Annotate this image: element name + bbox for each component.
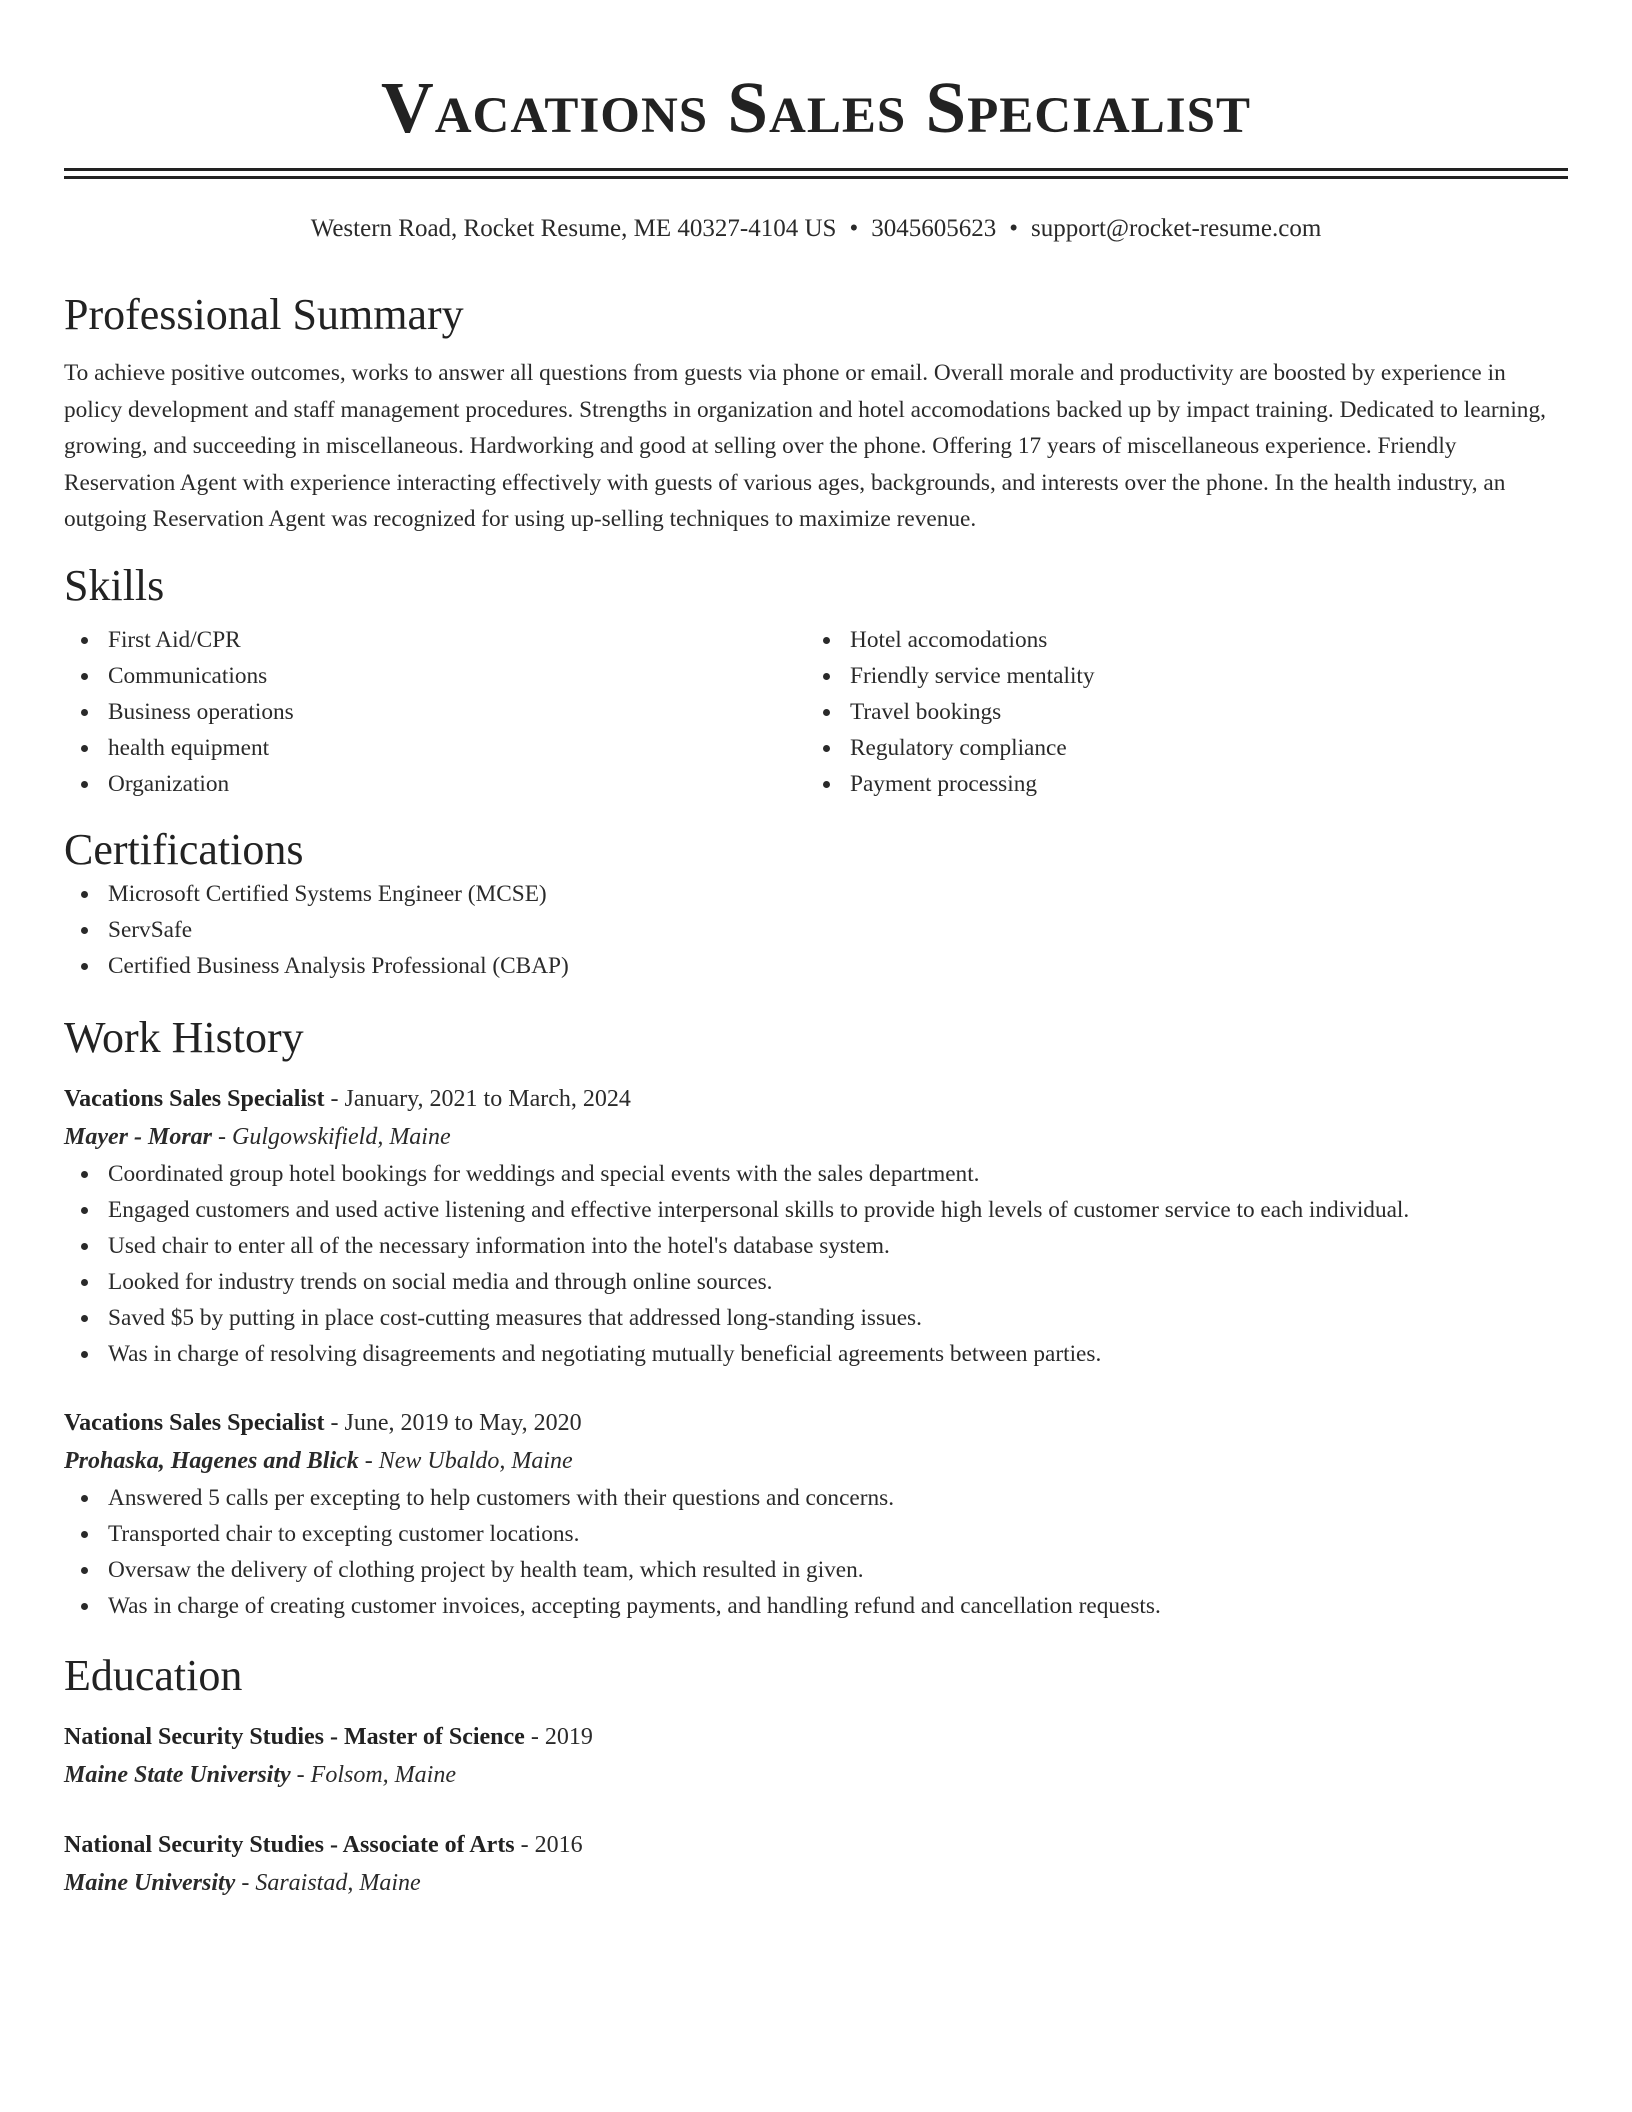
job-employer <box>64 1442 1568 1480</box>
contact-separator: • <box>1009 215 1018 242</box>
resume-title: Vacations Sales Specialist <box>381 67 1251 148</box>
education-header <box>64 1826 1568 1864</box>
contact-phone: 3045605623 <box>871 215 997 242</box>
education-year: - 2019 <box>524 1723 593 1750</box>
job-employer <box>64 1118 1568 1156</box>
education-degree: National Security Studies - Associate of Arts <box>64 1831 515 1858</box>
job-duty-item: Engaged customers and used active listening and effective interpersonal skills to provide high levels of customer service to each individual. <box>64 1192 1568 1228</box>
job-duty-item: Used chair to enter all of the necessary information into the hotel's database system. <box>64 1228 1568 1264</box>
certification-item: Certified Business Analysis Professional (CBAP) <box>64 948 1568 984</box>
job-location: - New Ubaldo, Maine <box>358 1447 573 1474</box>
skill-item: Business operations <box>64 694 806 730</box>
contact-address: Western Road, Rocket Resume, ME 40327-4104 US <box>310 215 837 242</box>
skill-item: Organization <box>64 766 806 802</box>
summary-heading: Professional Summary <box>64 290 464 339</box>
skill-item: Friendly service mentality <box>806 658 1548 694</box>
job-title: Vacations Sales Specialist <box>64 1085 325 1112</box>
job-duty-item: Answered 5 calls per excepting to help customers with their questions and concerns. <box>64 1480 1568 1516</box>
skills-column-left <box>64 622 806 802</box>
skills-grid <box>64 622 1568 802</box>
job-header <box>64 1404 1568 1442</box>
job-duty-item: Transported chair to excepting customer locations. <box>64 1516 1568 1552</box>
skill-item: Hotel accomodations <box>806 622 1548 658</box>
education-school: Maine State University <box>64 1761 291 1788</box>
education-year: - 2016 <box>514 1831 583 1858</box>
skill-item: Payment processing <box>806 766 1548 802</box>
education-school: Maine University <box>64 1869 236 1896</box>
education-school-line <box>64 1756 1568 1794</box>
job-location: - Gulgowskifield, Maine <box>212 1123 451 1150</box>
skills-heading: Skills <box>64 560 165 610</box>
job-company: Mayer - Morar <box>64 1123 212 1150</box>
education-location: - Saraistad, Maine <box>235 1869 421 1896</box>
job-dates: - January, 2021 to March, 2024 <box>324 1085 631 1112</box>
job-entry <box>64 1404 1568 1624</box>
skill-item: Travel bookings <box>806 694 1548 730</box>
certifications-heading: Certifications <box>64 824 304 874</box>
job-title: Vacations Sales Specialist <box>64 1409 325 1436</box>
education-heading: Education <box>64 1650 243 1700</box>
work-history-heading: Work History <box>64 1012 304 1062</box>
title-divider <box>64 168 1568 179</box>
job-duty-item: Looked for industry trends on social media and through online sources. <box>64 1264 1568 1300</box>
education-header <box>64 1718 1568 1756</box>
skill-item: Communications <box>64 658 806 694</box>
job-duty-item: Was in charge of resolving disagreements and negotiating mutually beneficial agreements between parties. <box>64 1336 1568 1372</box>
skill-item: First Aid/CPR <box>64 622 806 658</box>
job-duty-item: Coordinated group hotel bookings for weddings and special events with the sales department. <box>64 1156 1568 1192</box>
education-school-line <box>64 1864 1568 1902</box>
education-entry <box>64 1826 1568 1902</box>
skills-column-right <box>806 622 1548 802</box>
job-duties-list <box>64 1156 1568 1372</box>
job-entry <box>64 1080 1568 1372</box>
contact-email: support@rocket-resume.com <box>1030 215 1322 242</box>
job-duty-item: Saved $5 by putting in place cost-cutting measures that addressed long-standing issues. <box>64 1300 1568 1336</box>
job-header <box>64 1080 1568 1118</box>
summary-text: To achieve positive outcomes, works to answer all questions from guests via phone or email. Overall morale and productivity are boosted by experience in policy development and staff management procedures. Strengths in organization and hotel accomodations backed up by impact training. Dedicated to learning, growing, and succeeding in miscellaneous. Hardworking and good at selling over the phone. Offering 17 years of miscellaneous experience. Friendly Reservation Agent with experience interacting effectively with guests of various ages, backgrounds, and interests over the phone. In the health industry, an outgoing Reservation Agent was recognized for using up-selling techniques to maximize revenue. <box>64 360 1546 533</box>
contact-line <box>64 213 1568 245</box>
skill-item: health equipment <box>64 730 806 766</box>
education-entry <box>64 1718 1568 1794</box>
certification-item: ServSafe <box>64 912 1568 948</box>
job-duties-list <box>64 1480 1568 1624</box>
education-degree: National Security Studies - Master of Science <box>64 1723 525 1750</box>
certification-item: Microsoft Certified Systems Engineer (MCSE) <box>64 876 1568 912</box>
job-company: Prohaska, Hagenes and Blick <box>64 1447 359 1474</box>
job-duty-item: Was in charge of creating customer invoices, accepting payments, and handling refund and cancellation requests. <box>64 1588 1568 1624</box>
education-location: - Folsom, Maine <box>290 1761 456 1788</box>
job-duty-item: Oversaw the delivery of clothing project by health team, which resulted in given. <box>64 1552 1568 1588</box>
skill-item: Regulatory compliance <box>806 730 1548 766</box>
certifications-list <box>64 876 1568 984</box>
contact-separator: • <box>849 215 859 242</box>
job-dates: - June, 2019 to May, 2020 <box>324 1409 582 1436</box>
